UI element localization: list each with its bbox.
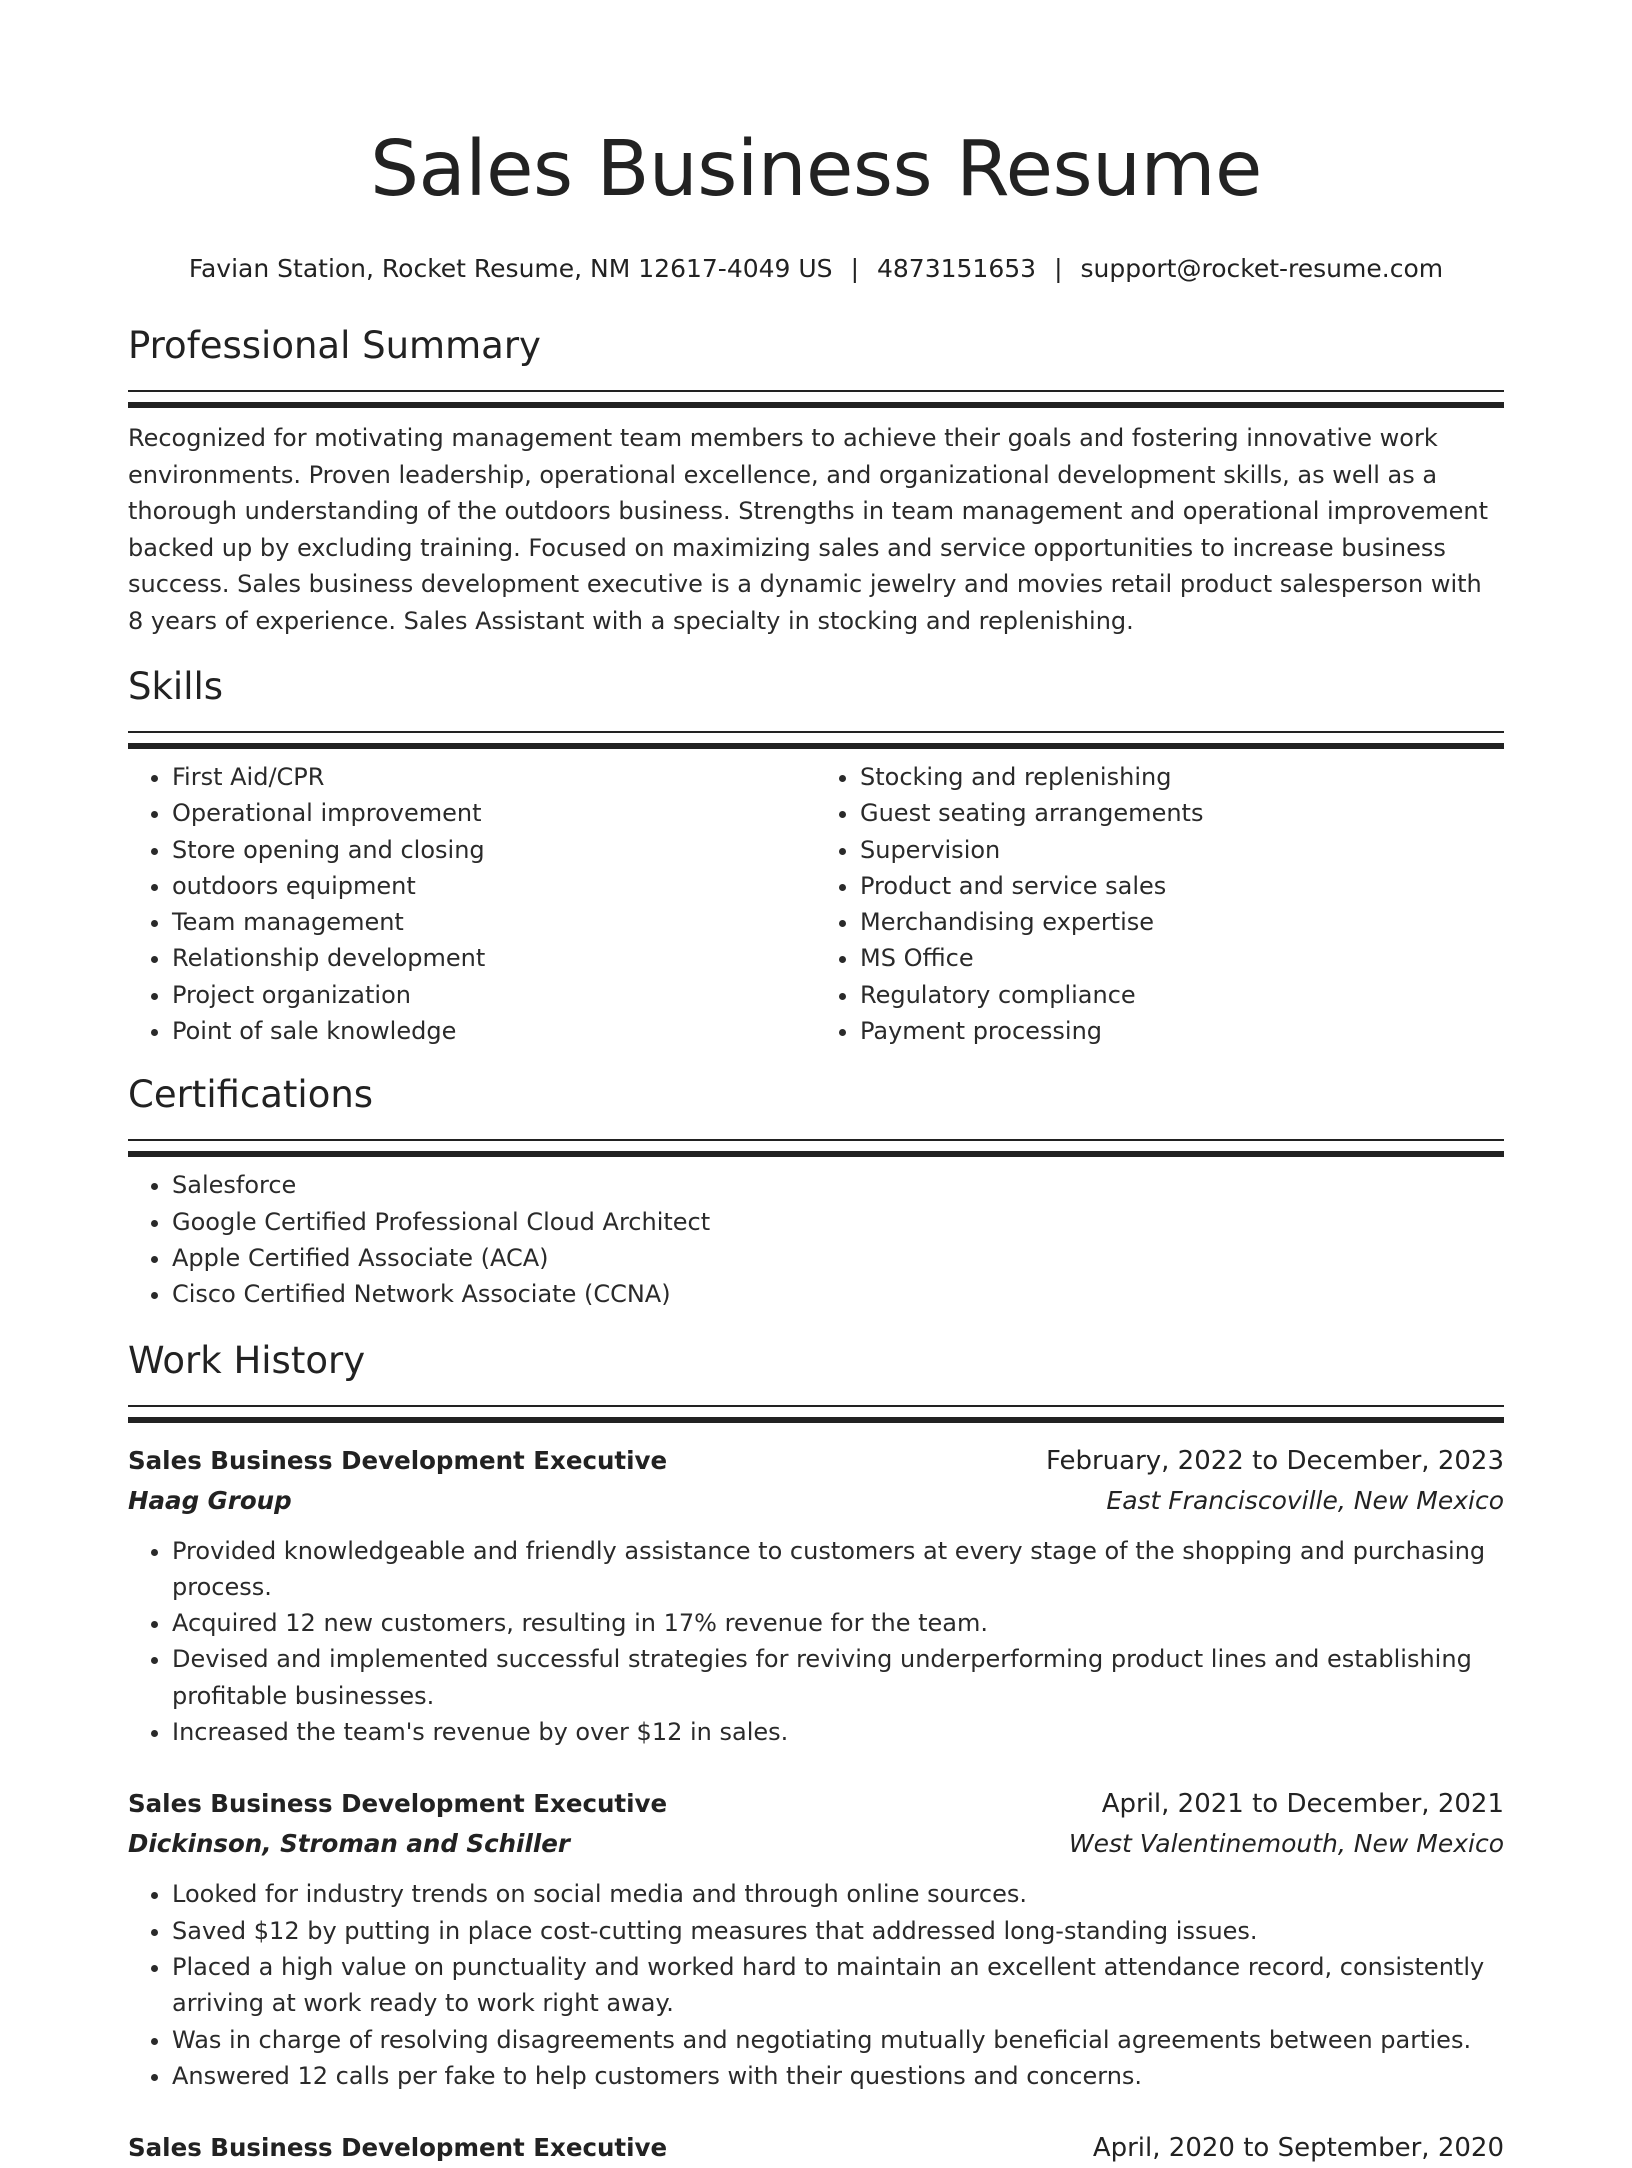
certification-item: • Cisco Certified Network Associate (CCNA) <box>172 1276 1504 1312</box>
skill-item: • MS Office <box>860 940 1504 976</box>
job-header-row <box>128 1441 1504 1481</box>
skill-item: • Operational improvement <box>172 795 816 831</box>
skill-item: • Stocking and replenishing <box>860 759 1504 795</box>
job-bullet: • Devised and implemented successful strategies for reviving underperforming product lines and establishing profitable businesses. <box>172 1641 1504 1714</box>
skill-item: • Team management <box>172 904 816 940</box>
job-entry <box>128 1784 1504 2094</box>
contact-phone: 4873151653 <box>877 254 1037 283</box>
job-bullet: • Placed a high value on punctuality and worked hard to maintain an excellent attendance record, consistently arriving at work ready to work right away. <box>172 1949 1504 2022</box>
skill-item: • Project organization <box>172 977 816 1013</box>
job-header-row <box>128 2128 1504 2168</box>
skills-grid <box>128 749 1504 1049</box>
skills-column-left <box>128 759 816 1049</box>
skill-item: • Point of sale knowledge <box>172 1013 816 1049</box>
job-entry <box>128 1441 1504 1751</box>
job-company: Haag Group <box>128 1485 292 1515</box>
job-company-row <box>128 1824 1504 1864</box>
section-heading-summary: Professional Summary <box>128 324 541 367</box>
skill-item: • Product and service sales <box>860 868 1504 904</box>
work-history-section <box>128 1337 1504 2168</box>
summary-section <box>128 322 1504 639</box>
job-header-row <box>128 1784 1504 1824</box>
job-bullet: • Answered 12 calls per fake to help customers with their questions and concerns. <box>172 2058 1504 2094</box>
section-heading-work-history: Work History <box>128 1338 366 1382</box>
job-location: West Valentinemouth, New Mexico <box>1068 1829 1504 1859</box>
job-entry <box>128 2128 1504 2168</box>
job-bullet: • Was in charge of resolving disagreements and negotiating mutually beneficial agreements between parties. <box>172 2022 1504 2058</box>
job-company: Dickinson, Stroman and Schiller <box>128 1829 570 1859</box>
job-bullet: • Saved $12 by putting in place cost-cutting measures that addressed long-standing issues. <box>172 1913 1504 1949</box>
skill-item: • Guest seating arrangements <box>860 795 1504 831</box>
job-bullet: • Provided knowledgeable and friendly assistance to customers at every stage of the shopping and purchasing process. <box>172 1533 1504 1606</box>
certifications-list <box>128 1167 1504 1312</box>
job-title: Sales Business Development Executive <box>128 1445 668 1475</box>
job-bullet: • Looked for industry trends on social media and through online sources. <box>172 1876 1504 1912</box>
resume-title: Sales Business Resume <box>370 125 1262 214</box>
section-heading-skills: Skills <box>128 665 224 708</box>
section-heading-certifications: Certifications <box>128 1073 374 1117</box>
certification-item: • Google Certified Professional Cloud Architect <box>172 1204 1504 1240</box>
skill-item: • Regulatory compliance <box>860 977 1504 1013</box>
skill-item: • Store opening and closing <box>172 832 816 868</box>
resume-page <box>128 0 1504 2168</box>
job-bullets <box>128 1533 1504 1751</box>
certifications-section <box>128 1071 1504 1312</box>
section-divider <box>128 1139 1504 1157</box>
skill-item: • Supervision <box>860 832 1504 868</box>
skill-item: • Relationship development <box>172 940 816 976</box>
job-bullets <box>128 1876 1504 2094</box>
job-bullet: • Increased the team's revenue by over $12 in sales. <box>172 1714 1504 1750</box>
skills-section <box>128 663 1504 1049</box>
job-company-row <box>128 1481 1504 1521</box>
contact-address: Favian Station, Rocket Resume, NM 12617-4049 US <box>188 254 833 283</box>
summary-text: Recognized for motivating management team members to achieve their goals and fostering innovative work environments. Proven leadership, operational excellence, and organizational development skills, as well as a thorough understanding of the outdoors business. Strengths in team management and operational improvement backed up by excluding training. Focused on maximizing sales and service opportunities to increase business success. Sales business development executive is a dynamic jewelry and movies retail product salesperson with 8 years of experience. Sales Assistant with a specialty in stocking and replenishing. <box>128 424 1489 635</box>
contact-email: support@rocket-resume.com <box>1080 254 1444 283</box>
contact-separator: | <box>1054 254 1063 283</box>
certification-item: • Apple Certified Associate (ACA) <box>172 1240 1504 1276</box>
job-bullet: • Acquired 12 new customers, resulting in 17% revenue for the team. <box>172 1605 1504 1641</box>
job-title: Sales Business Development Executive <box>128 2133 668 2163</box>
skills-column-right <box>816 759 1504 1049</box>
section-divider <box>128 1405 1504 1423</box>
skill-item: • Payment processing <box>860 1013 1504 1049</box>
certification-item: • Salesforce <box>172 1167 1504 1203</box>
job-dates: April, 2020 to September, 2020 <box>1092 2133 1504 2164</box>
job-title: Sales Business Development Executive <box>128 1789 668 1819</box>
section-divider <box>128 390 1504 408</box>
section-divider <box>128 731 1504 749</box>
job-dates: April, 2021 to December, 2021 <box>1101 1789 1504 1820</box>
contact-line <box>128 252 1504 286</box>
skill-item: • outdoors equipment <box>172 868 816 904</box>
skill-item: • First Aid/CPR <box>172 759 816 795</box>
job-dates: February, 2022 to December, 2023 <box>1045 1445 1504 1476</box>
skill-item: • Merchandising expertise <box>860 904 1504 940</box>
job-location: East Franciscoville, New Mexico <box>1106 1485 1504 1515</box>
contact-separator: | <box>850 254 859 283</box>
